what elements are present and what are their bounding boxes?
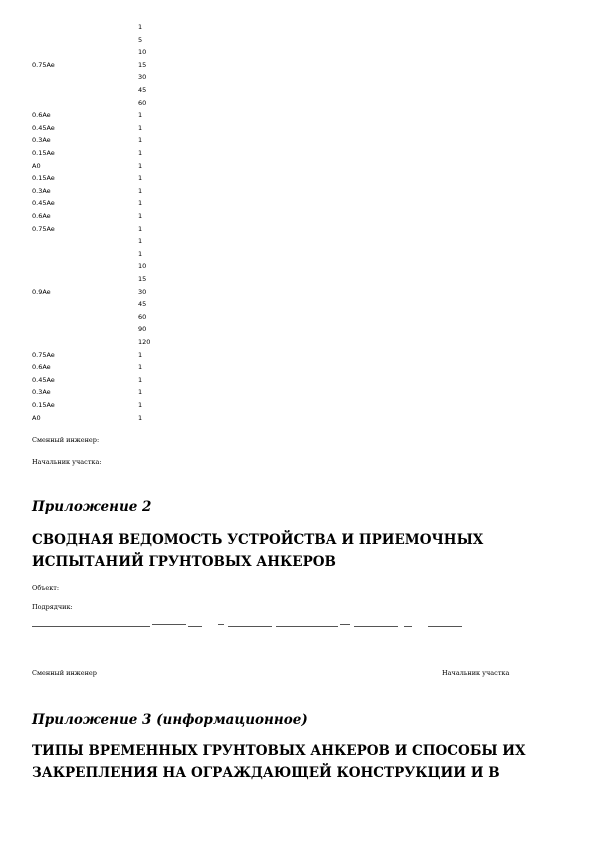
load-cell: 0.6Ae [32, 363, 51, 372]
load-cell: 0.15Ae [32, 149, 55, 157]
load-cell: 0.75Ae [32, 224, 55, 233]
time-cell: 10 [138, 262, 147, 271]
appendix-3-title: Приложение 3 (информационное) [32, 712, 308, 728]
time-cell: 1 [138, 161, 143, 170]
time-cell: 1 [138, 375, 143, 384]
load-cell: 0.75Ae [32, 60, 55, 69]
load-cell: 0.3Ae [32, 186, 51, 195]
time-cell: 1 [138, 413, 143, 422]
engineer-sign-label: Сменный инженер [32, 669, 97, 677]
load-cell: 0.3Ae [32, 136, 51, 145]
time-cell: 1 [138, 350, 143, 359]
load-cell: 0.45Ae [32, 375, 55, 384]
time-cell: 1 [138, 123, 143, 132]
time-cell: 1 [138, 363, 143, 372]
load-cell: A0 [32, 161, 41, 170]
load-cell: 0.3Ae [32, 388, 51, 397]
time-cell: 1 [138, 111, 143, 120]
time-cell: 30 [138, 287, 147, 296]
time-cell: 1 [138, 224, 143, 233]
load-cell: 0.45Ae [32, 123, 55, 132]
time-cell: 5 [138, 35, 143, 44]
load-cell: 0.6Ae [32, 212, 51, 220]
load-cell: 0.9Ae [32, 287, 51, 296]
time-cell: 15 [138, 60, 147, 69]
chief-sign-label: Начальник участка [442, 669, 510, 677]
load-cell: A0 [32, 413, 41, 422]
time-cell: 120 [138, 338, 151, 346]
load-cell: 0.6Ae [32, 111, 51, 120]
time-cell: 1 [138, 237, 143, 246]
contractor-label: Подрядчик: [32, 603, 73, 611]
time-cell: 60 [138, 98, 147, 107]
load-cell: 0.15Ae [32, 401, 55, 409]
time-cell: 60 [138, 312, 147, 321]
time-cell: 1 [138, 212, 143, 220]
time-cell: 10 [138, 48, 147, 57]
time-cell: 15 [138, 275, 147, 283]
time-cell: 45 [138, 300, 147, 309]
load-cell: 0.15Ae [32, 174, 55, 183]
collapsed-table-lines [32, 624, 462, 632]
load-cell: 0.75Ae [32, 350, 55, 359]
time-cell: 30 [138, 73, 147, 82]
chief-signature-label: Начальник участка: [32, 458, 102, 466]
appendix-2-heading: СВОДНАЯ ВЕДОМОСТЬ УСТРОЙСТВА И ПРИЕМОЧНЫХ ИСПЫТАНИЙ ГРУНТОВЫХ АНКЕРОВ [32, 532, 484, 570]
time-cell: 1 [138, 174, 143, 183]
appendix-3-heading: ТИПЫ ВРЕМЕННЫХ ГРУНТОВЫХ АНКЕРОВ И СПОСОБЫ ИХ ЗАКРЕПЛЕНИЯ НА ОГРАЖДАЮЩЕЙ КОНСТРУКЦИИ И В [32, 743, 526, 781]
engineer-signature-label: Сменный инженер: [32, 436, 100, 444]
time-cell: 1 [138, 23, 143, 31]
time-cell: 1 [138, 186, 143, 195]
appendix-2-title: Приложение 2 [32, 499, 152, 515]
time-cell: 90 [138, 325, 147, 334]
time-cell: 45 [138, 86, 147, 94]
time-cell: 1 [138, 249, 143, 258]
time-cell: 1 [138, 149, 143, 157]
time-cell: 1 [138, 401, 143, 409]
load-cell: 0.45Ae [32, 199, 55, 208]
time-cell: 1 [138, 388, 143, 397]
object-label: Объект: [32, 584, 60, 592]
time-cell: 1 [138, 136, 143, 145]
time-cell: 1 [138, 199, 143, 208]
